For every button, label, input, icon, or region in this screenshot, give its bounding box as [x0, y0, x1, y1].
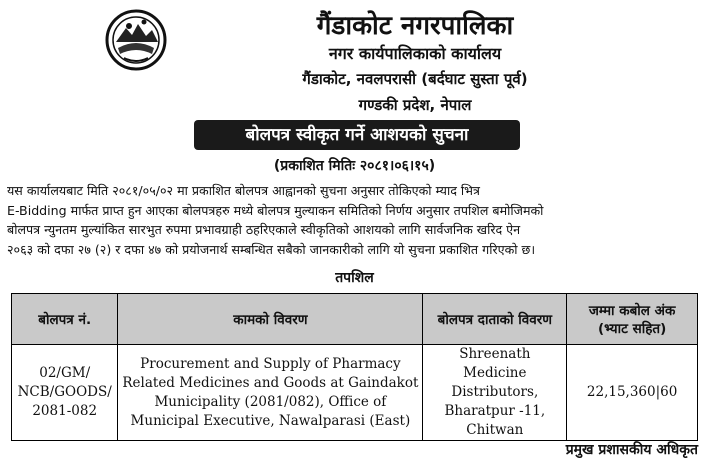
header-amount-line2: (भ्याट सहित)	[597, 321, 667, 337]
header-description: कामको विवरण	[118, 294, 423, 345]
cell-line: Municipality (2081/082), Office of	[154, 393, 387, 410]
cell-line: Procurement and Supply of Pharmacy	[140, 355, 401, 372]
cell-line: NCB/GOODS/	[17, 384, 112, 400]
cell-line: Distributors,	[451, 384, 539, 400]
office-name: नगर कार्यपालिकाको कार्यालय	[328, 44, 502, 63]
cell-line: Bharatpur -11,	[444, 403, 546, 419]
cell-line: 02/GM/	[39, 365, 91, 381]
cell-line: Shreenath Medicine	[459, 346, 531, 381]
notice-body	[7, 181, 703, 259]
body-line: यस कार्यालयबाट मिति २०८१/०५/०२ मा प्रकाशित बोलपत्र आह्वानको सुचना अनुसार तोकिएको म्याद भित्र	[7, 183, 480, 198]
body-line: E-Bidding मार्फत प्राप्त हुन आएका बोलपत्रहरु मध्ये बोलपत्र मुल्याकन समितिको निर्णय अनुसार तपशिल बमोजिमको	[7, 202, 544, 218]
cell-amount: 22,15,360|60	[567, 345, 698, 441]
cell-line: 2081-082	[32, 403, 98, 419]
published-date: (प्रकाशित मितिः २०८१।०६।१५)	[273, 158, 436, 174]
cell-line: Municipal Executive, Nawalparasi (East)	[130, 412, 411, 429]
cell-bid-no	[12, 345, 118, 441]
body-line: २०६३ को दफा २७ (२) र दफा ४७ को प्रयोजनार्थ सम्बन्धित सबैको जानकारीको लागि यो सुचना प्रकाशित गरिएको छ।	[7, 241, 536, 257]
cell-description	[118, 345, 423, 441]
header-amount	[567, 294, 698, 345]
table-row	[12, 345, 698, 441]
office-address: गैंडाकोट, नवलपरासी (बर्दघाट सुस्ता पूर्व)	[302, 70, 528, 88]
signatory-title: प्रमुख प्रशासकीय अधिकृत	[565, 442, 698, 458]
cell-line: Related Medicines and Goods at Gaindakot	[122, 374, 419, 391]
cell-line: Chitwan	[466, 422, 524, 438]
notice-title: बोलपत्र स्वीकृत गर्ने आशयको सुचना	[194, 120, 520, 150]
header-bid-no: बोलपत्र नं.	[12, 294, 118, 345]
bid-table	[11, 293, 698, 441]
table-caption: तपशिल	[335, 270, 374, 286]
table-header-row	[12, 294, 698, 345]
cell-bidder	[423, 345, 567, 441]
header-bidder: बोलपत्र दाताको विवरण	[423, 294, 567, 345]
header-amount-line1: जम्मा कबोल अंक	[588, 303, 676, 319]
municipality-name: गैंडाकोट नगरपालिका	[316, 11, 514, 41]
body-line: बोलपत्र न्युनतम मुल्यांकित सारभुत रुपमा प्रभावग्राही ठहरिएकाले स्वीकृतिको आशयको लागि सार्वजनिक खरिद ऐन	[7, 222, 521, 238]
province-line: गण्डकी प्रदेश, नेपाल	[358, 96, 472, 114]
